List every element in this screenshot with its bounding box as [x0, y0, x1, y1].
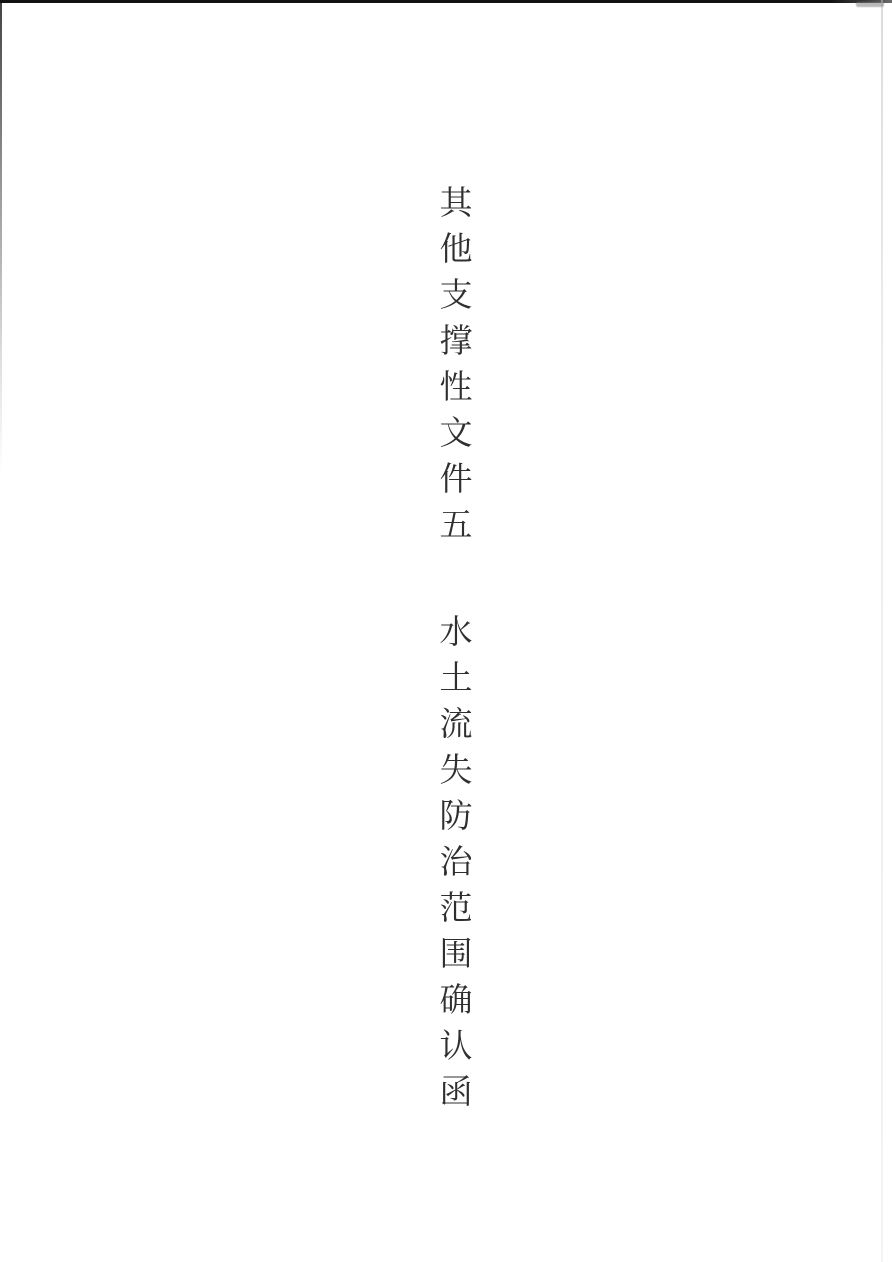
scan-edge-right [881, 0, 883, 1262]
cover-title-text: 水土流失防治范围确认函 [434, 614, 471, 1120]
scan-edge-left [0, 3, 2, 473]
scan-smudge [856, 2, 884, 7]
cover-label-text: 其他支撑性文件五 [434, 185, 471, 553]
scan-edge-top [0, 0, 892, 3]
